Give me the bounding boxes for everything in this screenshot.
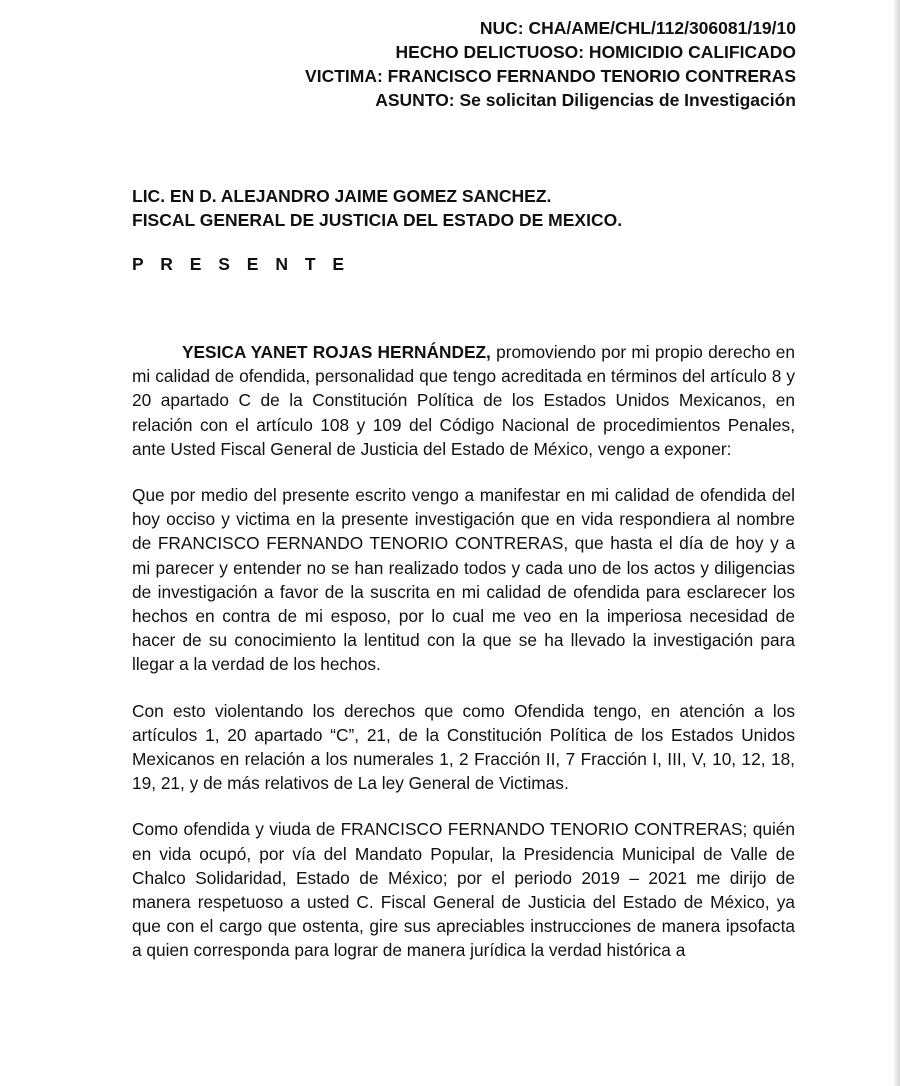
presente-heading: P R E S E N T E <box>132 254 351 274</box>
addressee-title: FISCAL GENERAL DE JUSTICIA DEL ESTADO DE MEXICO. <box>132 210 623 230</box>
case-hecho: HECHO DELICTUOSO: HOMICIDIO CALIFICADO <box>395 42 796 62</box>
paragraph-3: Con esto violentando los derechos que como Ofendida tengo, en atención a los artículos 1, 20 apartado “C”, 21, de la Constitución Política de los Estados Unidos Mexicanos en relación a los numerales 1, 2 Fracción II, 7 Fracción I, III, V, 10, 12, 18, 19, 21, y de más relativos de La ley General de Victimas. <box>132 700 795 794</box>
paragraph-4: Como ofendida y viuda de FRANCISCO FERNANDO TENORIO CONTRERAS; quién en vida ocupó, por vía del Mandato Popular, la Presidencia Municipal de Valle de Chalco Solidaridad, Estado de México; por el periodo 2019 – 2021 me dirijo de manera respetuoso a usted C. Fiscal General de Justicia del Estado de México, ya que con el cargo que ostenta, gire sus apreciables instrucciones de manera ipsofacta a quien corresponda para lograr de manera jurídica la verdad histórica a <box>132 819 795 961</box>
case-asunto: ASUNTO: Se solicitan Diligencias de Investigación <box>375 90 796 110</box>
page-edge-shadow <box>894 0 900 1086</box>
case-header <box>305 16 796 112</box>
case-nuc: NUC: CHA/AME/CHL/112/306081/19/10 <box>479 18 796 38</box>
addressee-block <box>132 184 622 232</box>
paragraph-1 <box>132 340 795 461</box>
document-body <box>132 340 795 985</box>
case-victima: VICTIMA: FRANCISCO FERNANDO TENORIO CONTRERAS <box>305 66 796 86</box>
addressee-name: LIC. EN D. ALEJANDRO JAIME GOMEZ SANCHEZ. <box>132 186 552 206</box>
promovente-name: YESICA YANET ROJAS HERNÁNDEZ, <box>182 342 491 362</box>
paragraph-1-text: promoviendo por mi propio derecho en mi calidad de ofendida, personalidad que tengo acreditada en términos del artículo 8 y 20 apartado C de la Constitución Política de los Estados Unidos Mexicanos, en relación con el artículo 108 y 109 del Código Nacional de procedimientos Penales, ante Usted Fiscal General de Justicia del Estado de México, vengo a exponer: <box>132 342 795 459</box>
paragraph-2: Que por medio del presente escrito vengo a manifestar en mi calidad de ofendida del hoy occiso y victima en la presente investigación que en vida respondiera al nombre de FRANCISCO FERNANDO TENORIO CONTRERAS, que hasta el día de hoy y a mi parecer y entender no se han realizado todos y cada uno de los actos y diligencias de investigación a favor de la suscrita en mi calidad de ofendida para esclarecer los hechos en contra de mi esposo, por lo cual me veo en la imperiosa necesidad de hacer de su conocimiento la lentitud con la que se ha llevado la investigación para llegar a la verdad de los hechos. <box>132 485 795 675</box>
